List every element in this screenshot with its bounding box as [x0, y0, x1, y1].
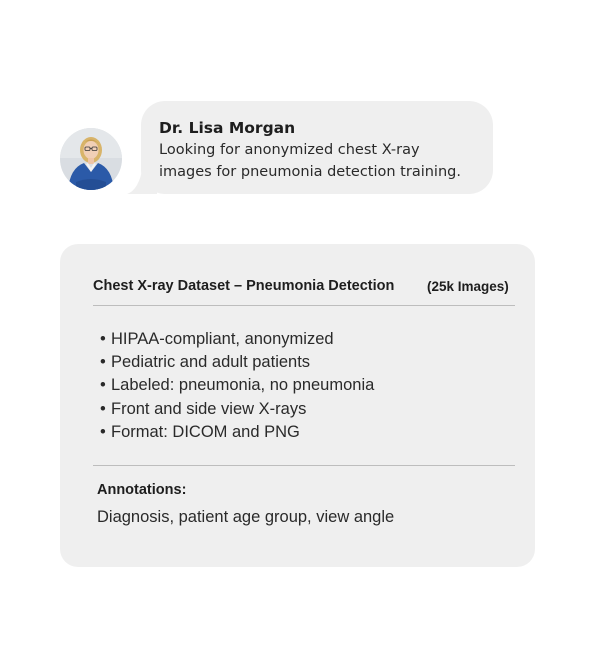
- feature-item: • HIPAA-compliant, anonymized: [100, 328, 374, 351]
- sender-name: Dr. Lisa Morgan: [159, 119, 296, 137]
- person-avatar-icon: [60, 128, 122, 190]
- message-text-line-1: Looking for anonymized chest X-ray: [159, 142, 420, 158]
- dataset-image-count: (25k Images): [427, 279, 509, 294]
- feature-item: • Format: DICOM and PNG: [100, 421, 374, 444]
- dataset-card[interactable]: [60, 244, 535, 567]
- feature-item: • Pediatric and adult patients: [100, 351, 374, 374]
- dataset-title: Chest X-ray Dataset – Pneumonia Detection: [93, 278, 395, 294]
- message-text-line-2: images for pneumonia detection training.: [159, 164, 461, 180]
- annotations-label: Annotations:: [97, 482, 187, 498]
- avatar[interactable]: [60, 128, 122, 190]
- annotations-value: Diagnosis, patient age group, view angle: [97, 508, 395, 526]
- divider: [93, 305, 515, 306]
- feature-item: • Front and side view X-rays: [100, 398, 374, 421]
- feature-item: • Labeled: pneumonia, no pneumonia: [100, 374, 374, 397]
- chat-message-bubble: [141, 101, 493, 194]
- divider: [93, 465, 515, 466]
- feature-list: [100, 328, 374, 444]
